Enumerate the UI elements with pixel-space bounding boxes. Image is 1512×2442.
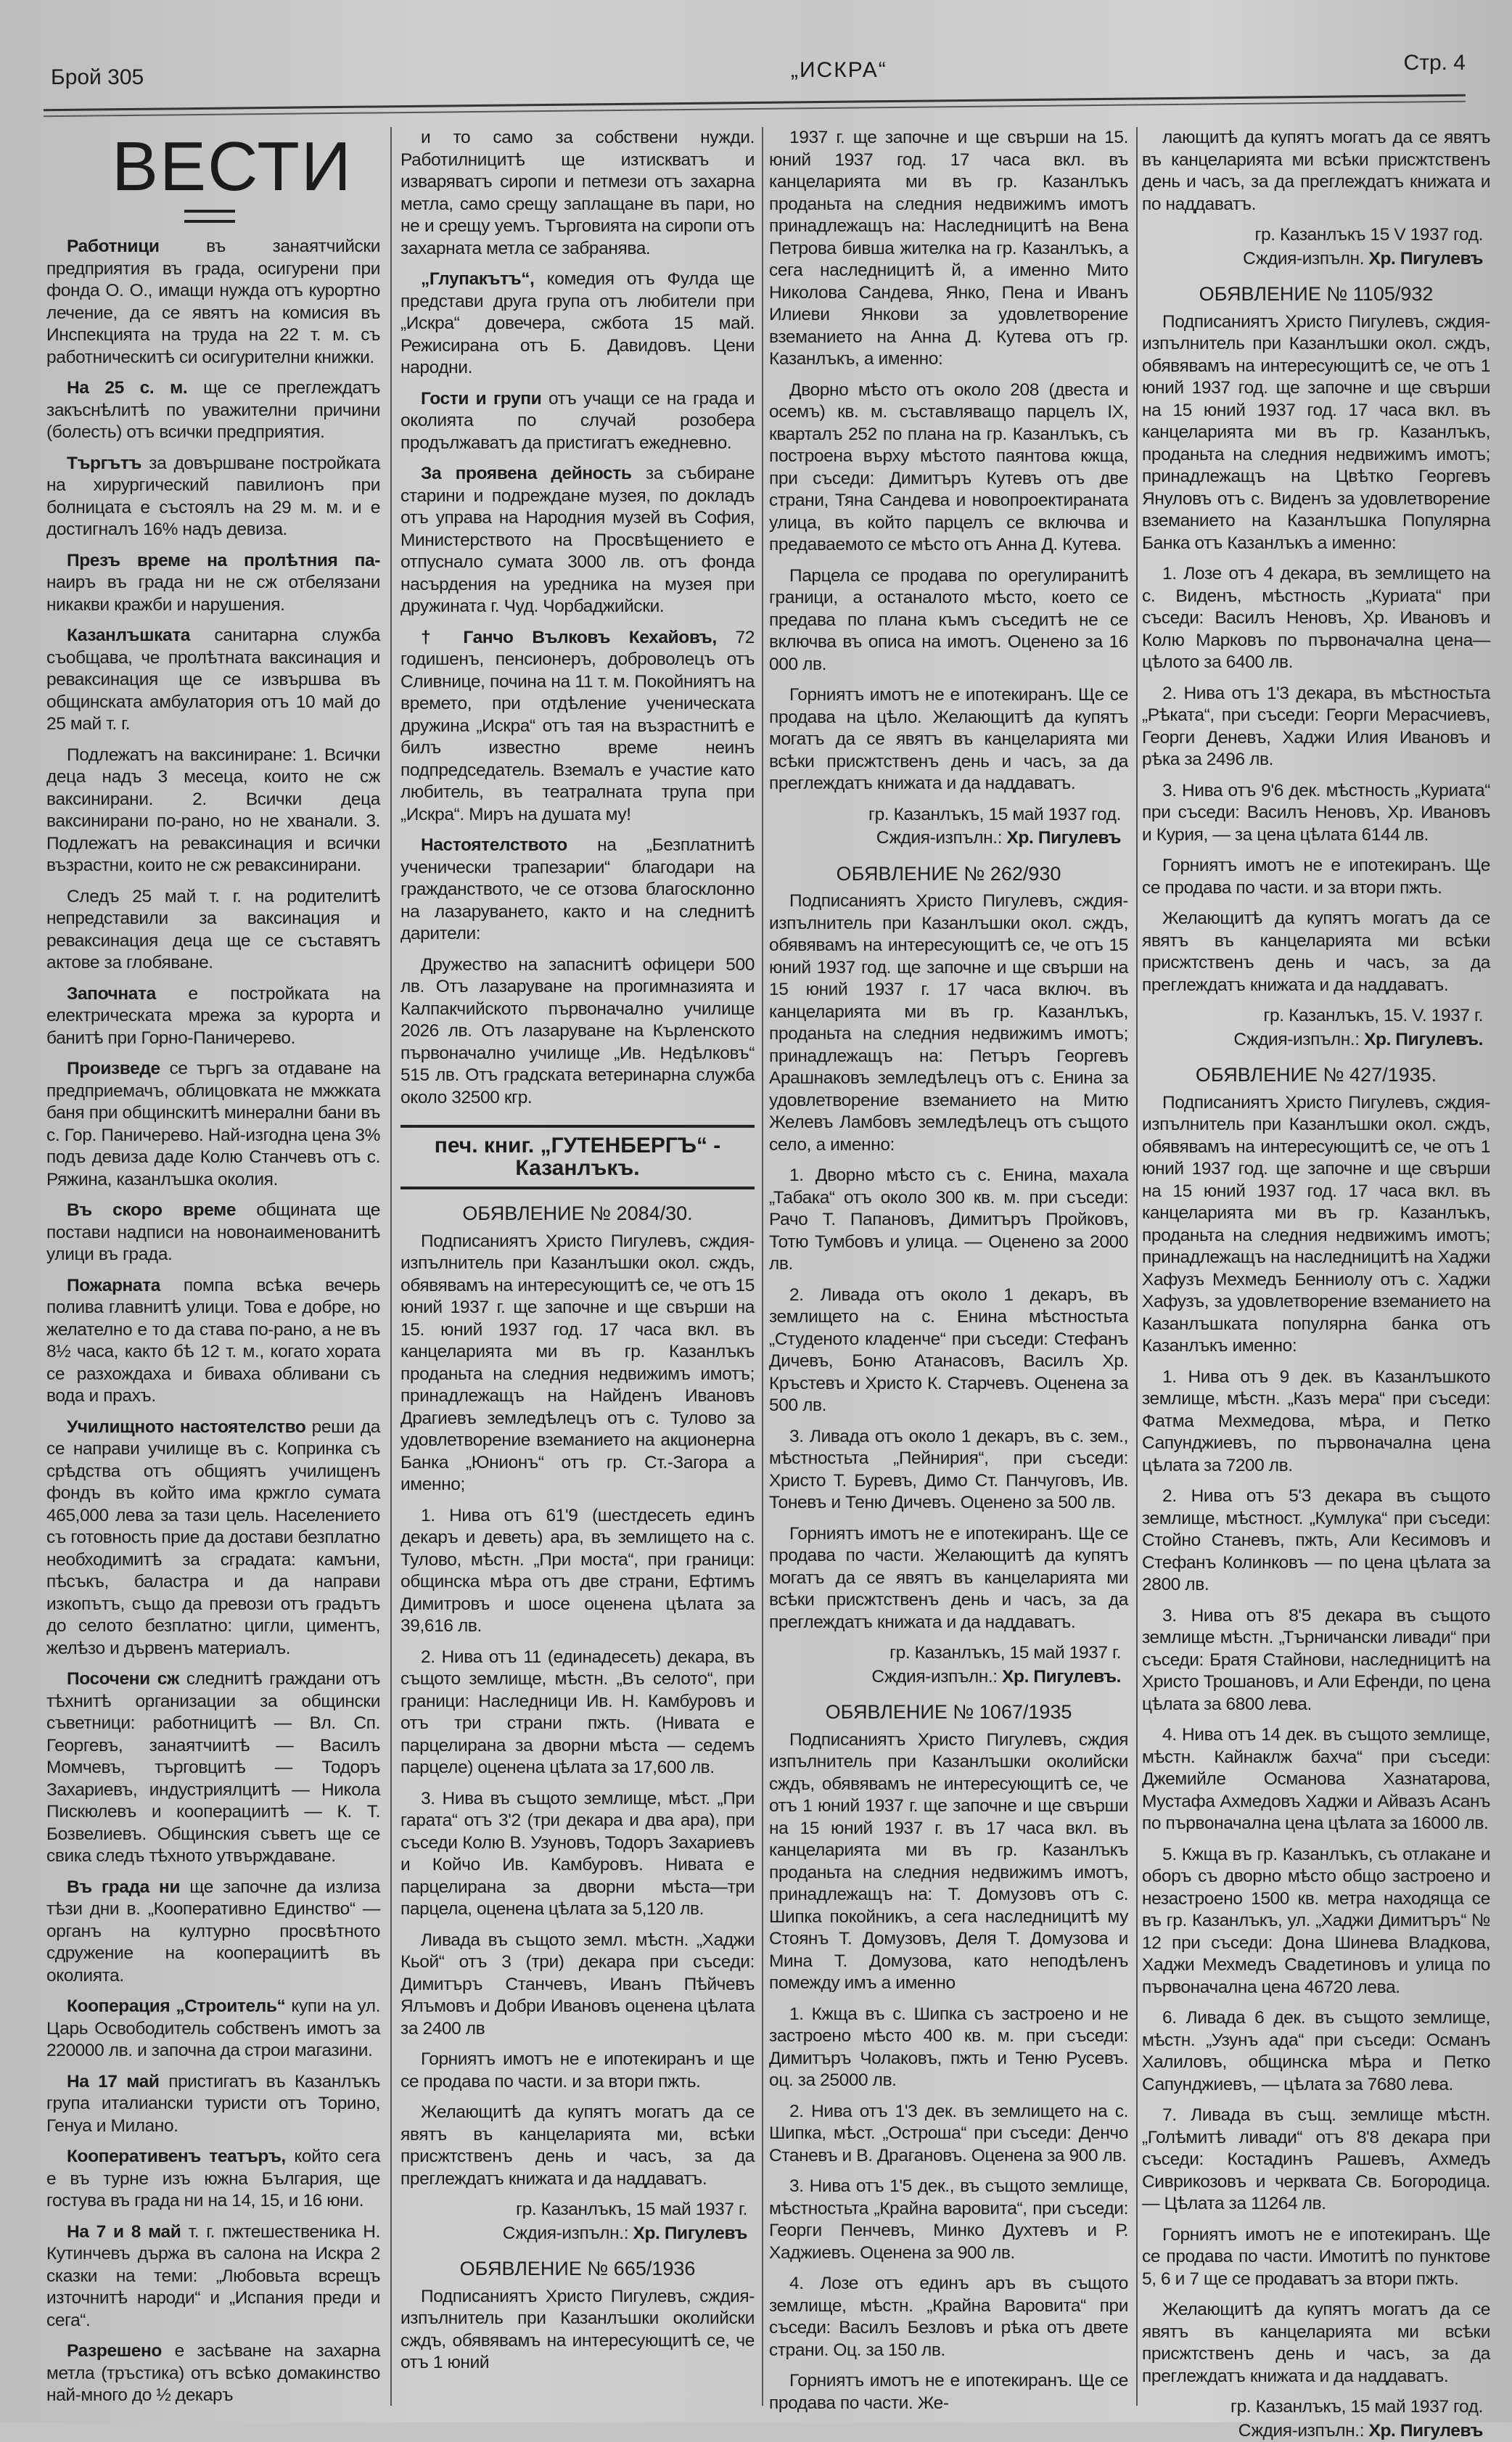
paragraph-text: Подлежатъ на ваксиниране: 1. Всички деца надъ 3 месеца, които не сж ваксинирани. 2. Всички деца ваксинирани по-рано, но не хванали. 3. Подлежатъ на реваксинация и всички възрастни, които не сж реваксинирани.: [46, 745, 380, 876]
lead-words: Произведе: [67, 1059, 160, 1078]
lead-words: Училищното настоятелство: [67, 1417, 305, 1437]
article-paragraph: [769, 2101, 1128, 2168]
paragraph-text: е постройката на електрическата мрежа за курорта и банитѣ при Горно-Паничерево.: [46, 984, 380, 1048]
article-paragraph: [46, 886, 380, 975]
article-paragraph: [769, 2176, 1128, 2264]
article-paragraph: [769, 2273, 1128, 2361]
paragraph-text: за довършване постройката на хирургический павилионъ при болницата е състоялъ на 29 м. м. и е достигналъ 16% надъ девиза.: [46, 454, 380, 540]
article-paragraph: [1142, 1844, 1490, 1999]
paragraph-text: ще се преглеждатъ закъснѣлитѣ по уважителни причини (болесть) отъ всички предприятия.: [46, 378, 380, 442]
paragraph-text: 6. Ливада 6 дек. въ същото землище, мѣстн. „Узунъ ада“ при съседи: Османъ Халиловъ, общинска мѣра и Петко Сапунджиевъ, — цѣлата за 7680 лева.: [1142, 2008, 1490, 2094]
paragraph-text: 3. Нива отъ 9'6 дек. мѣстность „Куриата“ при съседи: Василъ Неновъ, Хр. Ивановъ и Курия, — за цена цѣлата 6144 лв.: [1142, 781, 1490, 845]
lead-words: Търгътъ: [67, 454, 141, 473]
paragraph-text: Подписаниятъ Христо Пигулевъ, сждия-изпълнитель при Казанлъшки околийски сждъ, обявявамъ на интересующитѣ се, че отъ 1 юний: [400, 2287, 755, 2373]
signature-label: Сждия-изпълн.:: [1238, 2421, 1369, 2441]
lead-words: Гости и групи: [421, 389, 541, 409]
article-paragraph: [769, 127, 1128, 371]
article-paragraph: [769, 1165, 1128, 1276]
notice-signature: [769, 1666, 1121, 1689]
paragraph-text: реши да се направи училище въ с. Копринка съ срѣдства отъ общиятъ училищенъ фондъ въ който има кржгло сумата 465,000 лева за тази цель. Населението съ готовность прие да достави безплатно необходимитѣ за сградата: камъни, пѣсъкъ, баластра и да направи изкопътъ, също да превози отъ градътъ до селото безплатно: цигли, циментъ, желѣзо и дървенъ материалъ.: [46, 1417, 380, 1658]
article-paragraph: [1142, 855, 1490, 899]
lead-words: Казанлъшката: [67, 626, 190, 645]
article-paragraph: [1142, 2105, 1490, 2216]
article-paragraph: [1142, 1092, 1490, 1358]
article-paragraph: [400, 627, 755, 827]
paragraph-text: Желающитѣ да купятъ могатъ да се явятъ въ канцеларията ми всѣки присжтственъ день и часъ, за да преглеждатъ книжата и да наддаватъ.: [1142, 909, 1490, 995]
article-paragraph: [46, 2071, 380, 2138]
lead-words: На 25 с. м.: [67, 378, 187, 398]
article-paragraph: [46, 1275, 380, 1408]
article-paragraph: [1142, 311, 1490, 555]
article-paragraph: [400, 2286, 755, 2375]
notice-date: гр. Казанлъкъ, 15. V. 1937 г.: [1142, 1005, 1483, 1028]
paragraph-text: 2. Нива отъ 1'3 дек. въ землището на с. Шипка, мѣст. „Острoша“ при съседи: Денчо Станевъ и В. Драгановъ. Оценена за 900 лв.: [769, 2102, 1128, 2166]
article-paragraph: [46, 1877, 380, 1988]
paragraph-text: наиръ въ града ни не сж отбелязани никакви кражби и нарушения.: [46, 573, 380, 615]
article-paragraph: [400, 127, 755, 260]
paragraph-text: Дружество на запаснитѣ офицери 500 лв. Отъ лазаруване на прогимназията и Калпакчийското първоначално училище 2026 лв. Отъ лазаруване на Кърленското първоначално училище „Ив. Недѣлковъ“ 515 лв. Отъ градската ветеринарна служба около 32500 кгр.: [400, 955, 755, 1107]
lead-words: Кооперативенъ театъръ,: [67, 2147, 286, 2166]
lead-words: Въ скоро време: [67, 1200, 236, 1220]
column-4: [1142, 127, 1490, 2406]
article-paragraph: [46, 625, 380, 736]
paragraph-text: е засѣване на захарна метла (тръстика) отъ всѣко домакинство най-много до ½ декаръ: [46, 2341, 380, 2405]
paragraph-text: който сега е въ турне изъ южна България, ще гостува въ града ни на 14, 15, и 16 юни.: [46, 2147, 380, 2210]
paragraph-text: общината ще постави надписи на новонаименованитѣ улици въ града.: [46, 1200, 380, 1264]
column-1: [46, 127, 380, 2406]
paragraph-text: лающитѣ да купятъ могатъ да се явятъ въ канцеларията ми всѣки присжтственъ день и часъ, за да преглеждатъ книжата и по наддаватъ.: [1142, 128, 1490, 214]
notice-heading: ОБЯВЛЕНИЕ № 427/1935.: [1142, 1064, 1490, 1086]
notice-heading: ОБЯВЛЕНИЕ № 1105/932: [1142, 283, 1490, 306]
lead-words: За проявена дейность: [421, 464, 632, 483]
article-paragraph: [1142, 683, 1490, 771]
article-paragraph: [46, 2146, 380, 2213]
paragraph-text: на „Безплатнитѣ ученически трапезарии“ благодари на гражданството, че се отзова благосклонно на лазаруването, както и на следнитѣ дарители:: [400, 835, 755, 943]
paragraph-text: въ занаятчийски предприятия въ града, осигурени при фонда О. О., имащи нужда отъ курортно лечение, да се явятъ на комисия въ Инспекцията на труда на 22 т. м. съ работническитѣ си осигурителни книжки.: [46, 237, 380, 367]
article-paragraph: [769, 380, 1128, 557]
printer-advert: печ. книг. „ГУТЕНБЕРГЪ“ - Казанлъкъ.: [400, 1125, 755, 1189]
article-paragraph: [1142, 1486, 1490, 1597]
article-paragraph: [46, 2221, 380, 2332]
issue-number: Брой 305: [51, 65, 144, 90]
lead-words: „Глупакътъ“,: [421, 269, 534, 289]
notice-heading: ОБЯВЛЕНИЕ № 262/930: [769, 863, 1128, 885]
paragraph-text: 2. Нива отъ 1'3 декара, въ мѣстностьта „Рѣката“, при съседи: Георги Мерасчиевъ, Георги Деневъ, Хаджи Илия Ивановъ и рѣка за 2496 лв.: [1142, 684, 1490, 770]
article-paragraph: [400, 1930, 755, 2041]
paragraph-text: 1937 г. ще започне и ще свърши на 15. юний 1937 год. 17 часа вкл. въ канцеларията ми въ гр. Казанлъкъ проданьта на следния недвижимъ имотъ принадлежащъ на: Наследницитѣ на Вена Петрова бивша жителка на гр. Казанлъкъ, а сега наследницитѣ й, а именно Мито Николова Сандева, Янко, Пена и Иванъ Илиеви Янкови за удовлетворение вземанието на Анна Д. Кутева отъ гр. Казанлъкъ, а именно:: [769, 128, 1128, 369]
article-paragraph: [400, 1647, 755, 1779]
paragraph-text: Подписаниятъ Христо Пигулевъ, сждия-изпълнитель при Казанлъшки окол. сждъ, обявявамъ на интересующитѣ се, че отъ 15 юний 1937 год. ще започне и ще свърши на 15 юний 1937 г. 17 часа включ. въ канцеларията ми въ гр. Казанлъкъ, проданьта на следния недвижимъ имотъ; принадлежащъ на: Петъръ Георгевъ Арашнаковъ земледѣлецъ отъ с. Енина за удовлетворение вземанието на Митю Желевъ Ламбовъ земледѣлецъ отъ същото село, а именно:: [769, 891, 1128, 1155]
article-paragraph: [769, 1426, 1128, 1515]
paragraph-text: Горниятъ имотъ не е ипотекиранъ. Ще се продава по части. Желающитѣ да купятъ могатъ да се явятъ въ канцеларията ми всѣки присжтственъ день и часъ, за да преглеждатъ книжата и да наддаватъ.: [769, 1524, 1128, 1632]
signature-label: Сждия-изпълн.:: [876, 828, 1007, 848]
column-divider: [762, 127, 763, 2406]
column-2: [400, 127, 755, 2406]
notice-date: гр. Казанлъкъ, 15 май 1937 год.: [1142, 2396, 1483, 2419]
article-paragraph: [400, 1505, 755, 1638]
paragraph-text: санитарна служба съобщава, че пролѣтната ваксинация и реваксинация ще се извършва въ общинската амбулатория отъ 10 май до 25 май т. г.: [46, 626, 380, 734]
article-paragraph: [46, 453, 380, 541]
notice-signature: [400, 2223, 747, 2245]
notice-signature: [769, 827, 1121, 850]
paragraph-text: за събиране старини и подреждане музея, по докладъ отъ управа на Народния музей въ София, Министерството на Просвѣщението е отпуснало сумата 3000 лв. отъ фонда насърдения на уредника на музея при дружината г. Чуд. Чорбаджийски.: [400, 464, 755, 616]
paragraph-text: Подписаниятъ Христо Пигулевъ, сждия изпълнитель при Казанлъшки околийски сждъ, обявявамъ не интересующитѣ се, че отъ 1 юний 1937 г. ще започне и ще свърши на 15 юний 1937 г. въ 17 часа вкл. въ канцеларията ми въ гр. Казанлъкъ проданьта на следния недвижимъ имотъ, принадлежащъ на: Т. Домузовъ отъ с. Шипка покойникъ, а сега наследницитѣ му Стоянъ Т. Домузовъ, Деля Т. Домузова и Мина Т. Домузова, като неподѣленъ помежду имъ а именно: [769, 1730, 1128, 1994]
paragraph-text: Следъ 25 май т. г. на родителитѣ непредставили за ваксинация и реваксинация деца ще се съставятъ актове за глобяване.: [46, 887, 380, 973]
paragraph-text: 1. Дворно мѣсто съ с. Енина, махала „Табака“ отъ около 300 кв. м. при съседи: Рачо Т. Папановъ, Димитъръ Пройковъ, Тотю Тумбовъ и улица. — Оценено за 2000 лв.: [769, 1165, 1128, 1274]
paragraph-text: 1. Нива отъ 9 дек. въ Казанлъшкото землище, мѣстн. „Казъ мера“ при съседи: Фатма Мехмедова, мѣра, и Петко Сапунджиевъ, по първоначална цена цѣлата за 7200 лв.: [1142, 1367, 1490, 1475]
article-paragraph: [1142, 908, 1490, 996]
notice-signature: [1142, 2420, 1483, 2442]
paragraph-text: Горниятъ имотъ не е ипотекиранъ и ще се продава по части. и за втори пжть.: [400, 2049, 755, 2091]
column-divider: [390, 127, 392, 2406]
paragraph-text: т. г. пжтешественика Н. Кутинчевъ държа въ салона на Искра 2 сказки на теми: „Любовьта всрещъ източнитѣ народи“ и „Испания преди и сега“.: [46, 2222, 380, 2330]
lead-words: Настоятелството: [421, 835, 567, 855]
paragraph-text: Горниятъ имотъ не е ипотекиранъ. Ще се продава на цѣло. Желающитѣ да купятъ могатъ да се явятъ въ канцеларията ми всѣки присжтственъ день и часъ, за да преглеждатъ книжата и да наддаватъ.: [769, 685, 1128, 793]
article-paragraph: [46, 377, 380, 444]
paragraph-text: 3. Ливада отъ около 1 декаръ, въ с. зем., мѣстностьта „Пейнирия“, при съседи: Христо Т. Буревъ, Димо Ст. Панчуговъ, Ив. Тоневъ и Теню Дичевъ. Оценено за 500 лв.: [769, 1427, 1128, 1513]
paragraph-text: 4. Лозе отъ единъ аръ въ същото землище, мѣстн. „Крайна Варовита“ при съседи: Василъ Безловъ и рѣка отъ двете страни. Оц. за 150 лв.: [769, 2274, 1128, 2360]
signature-name: Хр. Пигулевъ: [1369, 249, 1483, 269]
notice-heading: ОБЯВЛЕНИЕ № 1067/1935: [769, 1701, 1128, 1724]
lead-words: Пожарната: [67, 1276, 160, 1295]
article-paragraph: [400, 2049, 755, 2093]
notice-date: гр. Казанлъкъ 15 V 1937 год.: [1142, 224, 1483, 247]
paragraph-text: 1. Лозе отъ 4 декара, въ землището на с. Виденъ, мѣстность „Куриата“ при съседи: Василъ Неновъ, Хр. Ивановъ и Колю Марковъ по първоначална цена—цѣлото за 6400 лв.: [1142, 564, 1490, 672]
paragraph-text: 2. Нива отъ 5'3 декара въ същото землище, мѣстност. „Кумлука“ при съседи: Стойно Станевъ, пжть, Али Кесимовъ и Стефанъ Колинковъ — по цена цѣлата за 2800 лв.: [1142, 1486, 1490, 1594]
lead-words: На 7 и 8 май: [67, 2222, 181, 2242]
signature-label: Сждия-изпълн.:: [503, 2224, 633, 2243]
title-ornament: [184, 210, 235, 223]
article-paragraph: [400, 269, 755, 380]
lead-words: Работници: [67, 237, 160, 256]
paragraph-text: се търгъ за отдаване на предприемачъ, облицовката не мжжката баня при общинскитѣ минерални бани въ с. Гор. Паничерево. Най-изгодна цена 3% подъ девиза даде Колю Станчевъ отъ с. Ряжина, казанлъшка околия.: [46, 1059, 380, 1189]
paragraph-text: Желающитѣ да купятъ могатъ да се явятъ въ канцеларията ми всѣки присжтственъ день и часъ, за да преглеждатъ книжата и да наддаватъ.: [1142, 2300, 1490, 2386]
article-paragraph: [769, 1729, 1128, 1995]
paragraph-text: 72 годишенъ, пенсионеръ, доброволецъ отъ Сливнице, почина на 11 т. м. Покойниятъ на времето, при отдѣление ученическата дружина „Искра“ отъ тая на възрастнитѣ е билъ известно време неинъ подпредседатель. Вземалъ е участие като любитель, въ театралната трупа при „Искра“. Миръ на душата му!: [400, 628, 755, 824]
article-paragraph: [400, 1231, 755, 1496]
notice-date: гр. Казанлъкъ, 15 май 1937 год.: [769, 804, 1121, 827]
article-paragraph: [400, 2102, 755, 2190]
article-paragraph: [46, 1668, 380, 1868]
signature-name: Хр. Пигулевъ: [1369, 2421, 1483, 2441]
paragraph-text: купи на ул. Царь Освободитель собственъ имотъ за 220000 лв. и започна да строи магазини.: [46, 1996, 380, 2060]
lead-words: Разрешено: [67, 2341, 162, 2361]
paragraph-text: следнитѣ граждани отъ тѣхнитѣ организации за общински съветници: работницитѣ — Вл. Сп. Георгевъ, занаятчиитѣ — Василъ Момчевъ, търговцитѣ — Тодоръ Захариевъ, индустриялцитѣ — Никола Пискюлевъ и кооперациитѣ — К. Т. Бозвелиевъ. Общинския съветъ ще се свика следъ тѣхното утвърждаване.: [46, 1669, 380, 1866]
signature-label: Сждия-изпълн.:: [1233, 1030, 1364, 1049]
article-paragraph: [46, 2340, 380, 2407]
article-paragraph: [46, 1200, 380, 1266]
article-paragraph: [769, 2004, 1128, 2092]
paragraph-text: 3. Нива отъ 1'5 дек., въ същото землище, мѣстностьта „Крайна варовита“, при съседи: Георги Пенчевъ, Минко Духтевъ и Р. Хаджиевъ. Оценена за 900 лв.: [769, 2176, 1128, 2263]
paragraph-text: Подписаниятъ Христо Пигулевъ, сждия-изпълнитель при Казанлъшки окол. сждъ, обявявамъ на интересующитѣ се, че отъ 1 юний 1937 год. ще започне и ще свърши на 15 юний 1937 год. 17 часа вкл. въ канцеларията ми въ гр. Казанлъкъ, проданьта на следния недвижимъ имотъ; принадлежащъ на Цвѣтко Георгевъ Януловъ отъ с. Виденъ за удовлетворение вземанието на Казанлъшка Популярна Банка отъ Казанлъкъ а именно:: [1142, 312, 1490, 553]
notice-signature: [1142, 248, 1483, 271]
paragraph-text: 4. Нива отъ 14 дек. въ същото землище, мѣстн. Кайнаклж бахча“ при съседи: Джемийле Османова Хазнатарова, Мустафа Ахмедовъ Хаджи и Айвазъ Асанъ по първоначална цена цѣлата за 16000 лв.: [1142, 1725, 1490, 1833]
article-paragraph: [1142, 127, 1490, 216]
article-paragraph: [1142, 780, 1490, 847]
paragraph-text: Горниятъ имотъ не е ипотекиранъ. Ще се продава по части. Имотитѣ по пунктове 5, 6 и 7 ще се продаватъ за втори пжть.: [1142, 2225, 1490, 2289]
article-paragraph: [46, 236, 380, 369]
article-paragraph: [1142, 2007, 1490, 2096]
paragraph-text: 2. Нива отъ 11 (единадесеть) декара, въ същото землище, мѣстн. „Въ селото“, при граници: Наследници Ив. Н. Камбуровъ и отъ три страни пжть. (Нивата е парцелирана за дворни мѣста — седемъ парцеле) оценена цѣлата за 17,600 лв.: [400, 1647, 755, 1778]
lead-words: Въ града ни: [67, 1877, 180, 1897]
signature-label: Сждия-изпълн.:: [871, 1667, 1002, 1687]
lead-words: На 17 май: [67, 2072, 160, 2091]
column-3: [769, 127, 1128, 2406]
article-paragraph: [46, 745, 380, 877]
page-number: Стр. 4: [1404, 51, 1466, 75]
article-paragraph: [46, 550, 380, 617]
signature-name: Хр. Пигулевъ.: [1002, 1667, 1121, 1687]
paragraph-text: ще започне да излиза тѣзи дни в. „Кооперативно Единство“ — органъ на културно просвѣтното сдружение на кооперациитѣ въ околията.: [46, 1877, 380, 1986]
article-paragraph: [46, 1996, 380, 2062]
article-paragraph: [400, 388, 755, 455]
article-paragraph: [400, 1788, 755, 1921]
paragraph-text: помпа всѣка вечерь полива главнитѣ улици. Това е добре, но желателно е то да става по-рано, а не въ 8½ часа, както бѣ 12 т. м., когато хората се разхождаха и биваха обливани съ вода и прахъ.: [46, 1276, 380, 1406]
paragraph-text: Дворно мѣсто отъ около 208 (двеста и осемъ) кв. м. съставляващо парцелъ IX, кварталъ 252 по плана на гр. Казанлъкъ, съ построена върху мѣстото паянтова кжща, при съседи: Димитъръ Кутевъ отъ две страни, Тяна Сандева и новопроектираната улица, въ който парцелъ се включва и предаваемото се мѣсто отъ Анна Д. Кутева.: [769, 380, 1128, 555]
paragraph-text: 2. Ливада отъ около 1 декаръ, въ землището на с. Енина мѣстностьта „Студеното кладенче“ при съседи: Стефанъ Дичевъ, Боню Атанасовъ, Василъ Хр. Кръстевъ и Христо К. Старчевъ. Оценена за 500 лв.: [769, 1285, 1128, 1416]
section-title: ВЕСТИ: [112, 127, 380, 207]
article-paragraph: [400, 835, 755, 946]
paragraph-text: Желающитѣ да купятъ могатъ да се явятъ въ канцеларията ми, всѣки присжтственъ день и часъ, за да преглеждатъ книжата и да наддаватъ.: [400, 2102, 755, 2189]
paragraph-text: Парцела се продава по орегулиранитѣ граници, а останалото мѣсто, което се предава по плана къмъ съседитѣ не се включва въ описа на имотъ. Оценено за 16 000 лв.: [769, 566, 1128, 674]
signature-name: Хр. Пигулевъ.: [1364, 1030, 1483, 1049]
paragraph-text: Подписаниятъ Христо Пигулевъ, сждия-изпълнитель при Казанлъшки окол. сждъ, обявявамъ на интересующитѣ се, че отъ 1 юний 1937 год. ще започне и ще свърши на 15 юний 1937 год. 17 часа вкл. въ канцеларията ми въ гр. Казанлъкъ, проданьта на следния недвижимъ имотъ; принадлежащъ на наследницитѣ на Хаджи Хафузъ Мехмедъ Бенниолу отъ с. Хаджи Хафузъ, за удовлетворение вземанието на Казанлъшката популярна банка отъ Казанлъкъ именно:: [1142, 1093, 1490, 1356]
paragraph-text: отъ учащи се на града и околията по случай розобера продължаватъ да пристигатъ ежедневно.: [400, 389, 755, 453]
notice-signature: [1142, 1029, 1483, 1052]
article-paragraph: [769, 1523, 1128, 1634]
article-paragraph: [769, 1284, 1128, 1417]
article-paragraph: [46, 1417, 380, 1660]
signature-name: Хр. Пигулевъ: [633, 2224, 747, 2243]
paragraph-text: 3. Нива въ същото землище, мѣст. „При гарата“ отъ 3'2 (три декара и два ара), при съседи Колю В. Узуновъ, Тодоръ Захариевъ и Койчо Ив. Камбуровъ. Нивата е парцелирана за дворни мѣста—три парцела, оценена цѣлата за 5,120 лв.: [400, 1789, 755, 1919]
lead-words: † Ганчо Вълковъ Кехайовъ,: [421, 628, 717, 647]
article-paragraph: [1142, 1367, 1490, 1478]
paragraph-text: и то само за собствени нужди. Работилницитѣ ще изтискватъ и изваряватъ сиропи и петмези отъ захарна метла, само срещу заплащане въ пари, но не и срещу уемъ. Търговията на сиропи отъ захарната метла се забранява.: [400, 128, 755, 258]
article-paragraph: [1142, 1724, 1490, 1835]
article-paragraph: [400, 463, 755, 618]
article-paragraph: [46, 983, 380, 1050]
article-paragraph: [1142, 563, 1490, 674]
article-paragraph: [769, 565, 1128, 676]
column-divider: [1136, 127, 1138, 2406]
article-paragraph: [769, 890, 1128, 1156]
article-paragraph: [46, 1058, 380, 1191]
article-paragraph: [769, 2370, 1128, 2414]
notice-date: гр. Казанлъкъ, 15 май 1937 г.: [769, 1642, 1121, 1665]
paragraph-text: комедия отъ Фулда ще представи друга група отъ любители при „Искра“ довечера, сжбота 15 май. Режисирана отъ Б. Давидовъ. Цени народни.: [400, 269, 755, 377]
paragraph-text: Подписаниятъ Христо Пигулевъ, сждия-изпълнитель при Казанлъшки окол. сждъ, обявявамъ на интересующитѣ се, че отъ 15 юний 1937 г. ще започне и ще свърши на 15. юний 1937 год. 17 часа вкл. въ канцеларията ми въ гр. Казанлъкъ проданьта на следния недвижимъ имотъ; принадлежащъ на Найденъ Ивановъ Драгиевъ земледѣлецъ отъ с. Тулово за удовлетворение вземанието на акционерна Банка „Юнионъ“ отъ гр. Ст.-Загора а именно;: [400, 1232, 755, 1495]
signature-label: Сждия-изпълн.: [1243, 249, 1368, 269]
lead-words: Започната: [67, 984, 156, 1004]
article-paragraph: [1142, 1605, 1490, 1716]
paragraph-text: 7. Ливада въ същ. землище мѣстн. „Голѣмитѣ ливади“ отъ 8'8 декара при съседи: Костадинъ Рашевъ, Ахмедъ Сиврикозовъ и черквата Св. Богородица. — Цѣлата за 11264 лв.: [1142, 2105, 1490, 2213]
notice-heading: ОБЯВЛЕНИЕ № 665/1936: [400, 2258, 755, 2280]
lead-words: Презъ време на пролѣтния па-: [67, 551, 380, 570]
article-paragraph: [1142, 2299, 1490, 2388]
article-paragraph: [769, 684, 1128, 795]
notice-date: гр. Казанлъкъ, 15 май 1937 г.: [400, 2199, 747, 2221]
signature-name: Хр. Пигулевъ: [1007, 828, 1121, 848]
paragraph-text: 1. Нива отъ 61'9 (шестдесеть единъ декаръ и деветь) ара, въ землището на с. Тулово, мѣстн. „При моста“, при граници: общинска мѣра отъ две страни, Ефтимъ Димитровъ и шосе оценена цѣлата за 39,616 лв.: [400, 1506, 755, 1636]
paragraph-text: пристигатъ въ Казанлъкъ група италиански туристи отъ Торино, Генуа и Милано.: [46, 2072, 380, 2136]
paragraph-text: 5. Кжща въ гр. Казанлъкъ, съ отлакане и оборъ съ дворно мѣсто общо застроено и незастроено 1500 кв. метра находяща се въ гр. Казанлъкъ, ул. „Хаджи Димитъръ“ № 12 при съседи: Дона Шинева Владкова, Хаджи Мехмедъ Свадетиновъ и улица по първоначална цена 46720 лева.: [1142, 1845, 1490, 1997]
paragraph-text: Ливада въ същото земл. мѣстн. „Хаджи Кьой“ отъ 3 (три) декара при съседи: Димитъръ Станчевъ, Иванъ Пѣйчевъ Ялъмовъ и Добри Ивановъ оценена цѣлата за 2400 лв: [400, 1930, 755, 2039]
article-paragraph: [1142, 2224, 1490, 2291]
notice-heading: ОБЯВЛЕНИЕ № 2084/30.: [400, 1202, 755, 1225]
paragraph-text: 1. Кжща въ с. Шипка съ застроено и не застроено мѣсто 400 кв. м. при съседи: Димитъръ Чолаковъ, пжть и Теню Русевъ. оц. за 25000 лв.: [769, 2004, 1128, 2091]
article-paragraph: [400, 954, 755, 1110]
newspaper-name: „ИСКРА“: [791, 58, 887, 83]
lead-words: Кооперация „Строитель“: [67, 1996, 285, 2016]
lead-words: Посочени сж: [67, 1669, 179, 1689]
paragraph-text: 3. Нива отъ 8'5 декара въ същото землище мѣстн. „Търничански ливади“ при съседи: Братя Стайнови, наследницитѣ на Христо Трошановъ, и Али Ефенди, по цена цѣлата за 6800 лева.: [1142, 1606, 1490, 1714]
paragraph-text: Горниятъ имотъ не е ипотекиранъ. Ще се продава по части. Же-: [769, 2371, 1128, 2413]
paragraph-text: Горниятъ имотъ не е ипотекиранъ. Ще се продава по части. и за втори пжть.: [1142, 856, 1490, 898]
